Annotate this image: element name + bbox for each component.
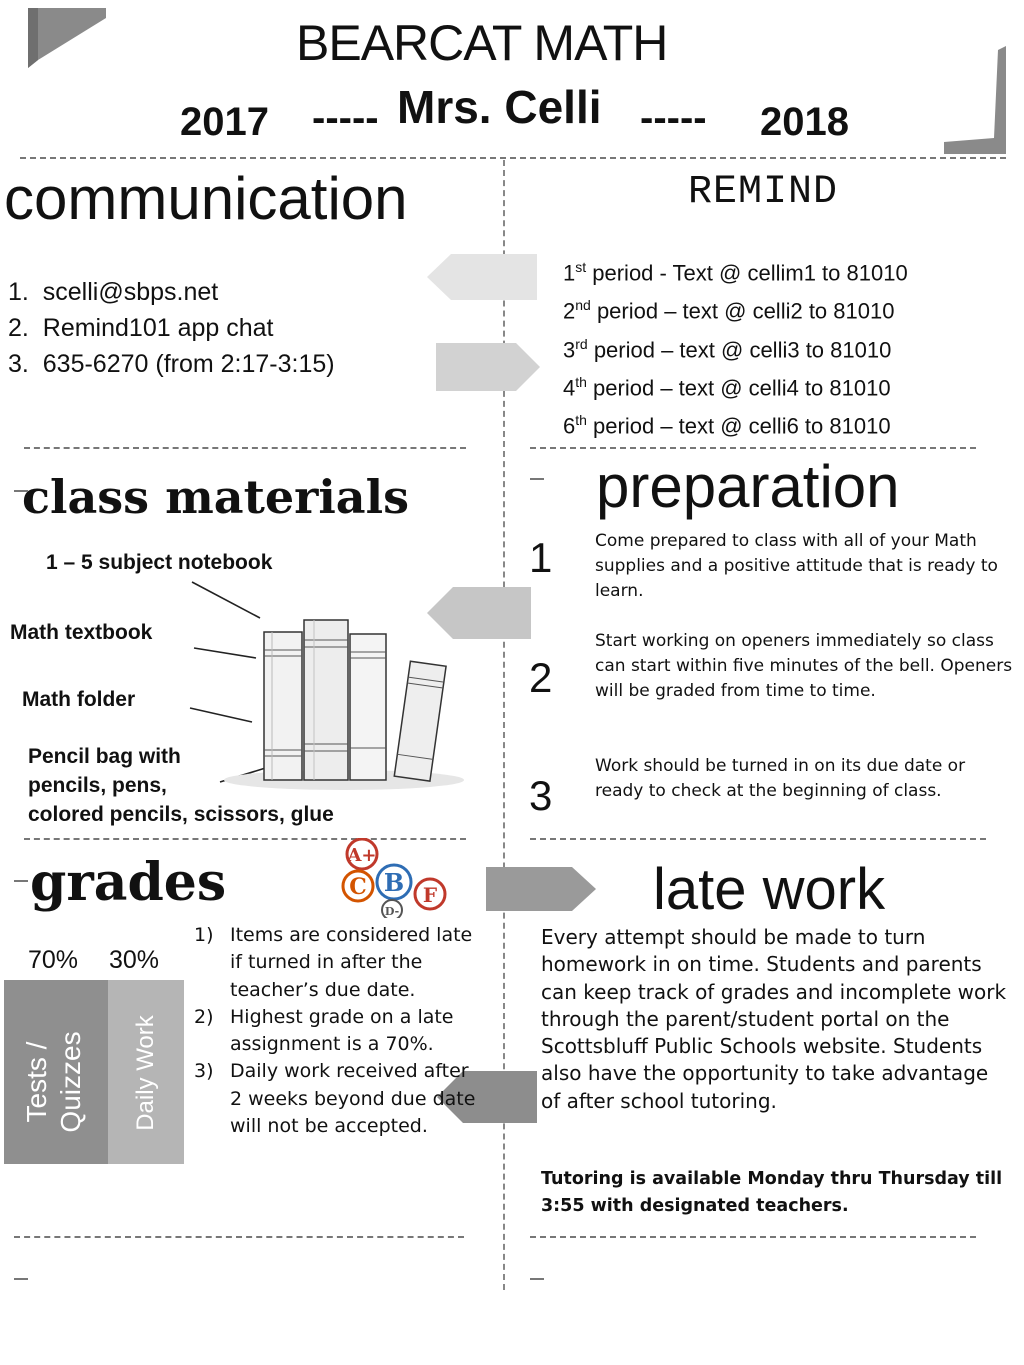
dashes-left: ----- [312, 96, 379, 140]
teacher-name: Mrs. Celli [397, 81, 602, 133]
page-title: BEARCAT MATH [296, 15, 668, 71]
arrow-right-icon [436, 343, 540, 391]
grade-b: B [383, 868, 405, 897]
grade-letters-logo [338, 838, 454, 918]
dash-mark [14, 1278, 28, 1280]
list-item: 1. scelli@sbps.net [8, 278, 219, 306]
list-item: 1st period - Text @ cellim1 to 81010 [563, 259, 908, 286]
material-pencil-bag: Pencil bag with pencils, pens, colored pencils, scissors, glue [28, 745, 334, 826]
list-item: 1) Items are considered late if turned in after the teacher’s due date. [194, 924, 473, 1001]
divider-right-2 [530, 838, 986, 840]
material-textbook: Math textbook [10, 621, 153, 644]
corner-bracket-top-right [944, 46, 1006, 154]
dash-mark [530, 478, 544, 480]
divider-header [20, 157, 1006, 159]
remind-list [563, 251, 908, 443]
prep-number-2: 2 [529, 654, 553, 701]
preparation-heading: preparation [596, 453, 900, 520]
email-link[interactable]: scelli@sbps.net [42, 278, 219, 306]
list-item: 2. Remind101 app chat [8, 314, 274, 342]
grade-d-minus: D- [384, 905, 400, 918]
phone-number: 635-6270 (from 2:17-3:15) [42, 350, 335, 378]
dashes-right: ----- [640, 96, 707, 140]
divider-right-3 [530, 1236, 976, 1238]
communication-heading: communication [4, 165, 408, 232]
list-item: 2) Highest grade on a late assignment is a 70%. [194, 1005, 454, 1056]
daily-percent: 30% [109, 946, 160, 974]
list-item: 3) Daily work received after 2 weeks beyond due date will not be accepted. [194, 1060, 476, 1138]
material-notebook: 1 – 5 subject notebook [46, 551, 273, 574]
class-materials-heading: class materials [22, 470, 409, 524]
material-folder: Math folder [22, 688, 136, 711]
grade-f: F [422, 883, 438, 907]
arrow-left-icon [427, 254, 537, 300]
daily-bar-label: Daily Work [132, 1015, 159, 1131]
list-item: 6th period – text @ celli6 to 81010 [563, 412, 891, 439]
remind-heading: REMIND [688, 170, 839, 215]
corner-bracket-top-left [28, 8, 108, 68]
list-item: 4th period – text @ celli4 to 81010 [563, 373, 891, 401]
list-item: 3. 635-6270 (from 2:17-3:15) [8, 350, 335, 378]
divider-left-3 [14, 1236, 464, 1238]
prep-number-1: 1 [529, 534, 553, 581]
prep-item-2: Start working on openers immediately so class can start within five minutes of the bell. Openers will be graded from time to time. [595, 631, 1013, 701]
tutoring-note: Tutoring is available Monday thru Thursday till 3:55 with designated teachers. [541, 1169, 1003, 1216]
divider-left-1 [24, 447, 466, 449]
prep-item-3: Work should be turned in on its due date or ready to check at the beginning of class. [595, 756, 966, 801]
year-end: 2018 [760, 100, 849, 144]
communication-list [8, 274, 335, 382]
tests-bar-label: Tests / Quizzes [21, 1031, 86, 1133]
late-work-heading: late work [653, 857, 886, 922]
prep-number-3: 3 [529, 772, 553, 819]
year-start: 2017 [180, 100, 269, 144]
late-rules-list [194, 922, 484, 1140]
late-work-body: Every attempt should be made to turn homework in on time. Students and parents can keep track of grades and incomplete work through the parent/student portal on the Scottsbluff Public Schools website. Students also have the opportunity to take advantage of after school tutoring. [541, 925, 1007, 1113]
dash-mark [14, 880, 28, 882]
grade-a-plus: A+ [347, 845, 377, 866]
dash-mark [530, 1278, 544, 1280]
arrow-right-icon [486, 867, 596, 911]
prep-item-1: Come prepared to class with all of your Math supplies and a positive attitude that is ready to learn. [595, 531, 998, 601]
grade-c: C [349, 874, 367, 900]
divider-right-1 [530, 447, 976, 449]
grades-heading: grades [30, 852, 227, 913]
dash-mark [14, 490, 28, 492]
tests-percent: 70% [28, 946, 79, 974]
list-item: 3rd period – text @ celli3 to 81010 [563, 335, 892, 362]
books-illustration [186, 580, 466, 800]
list-item: 2nd period – text @ celli2 to 81010 [563, 297, 895, 324]
